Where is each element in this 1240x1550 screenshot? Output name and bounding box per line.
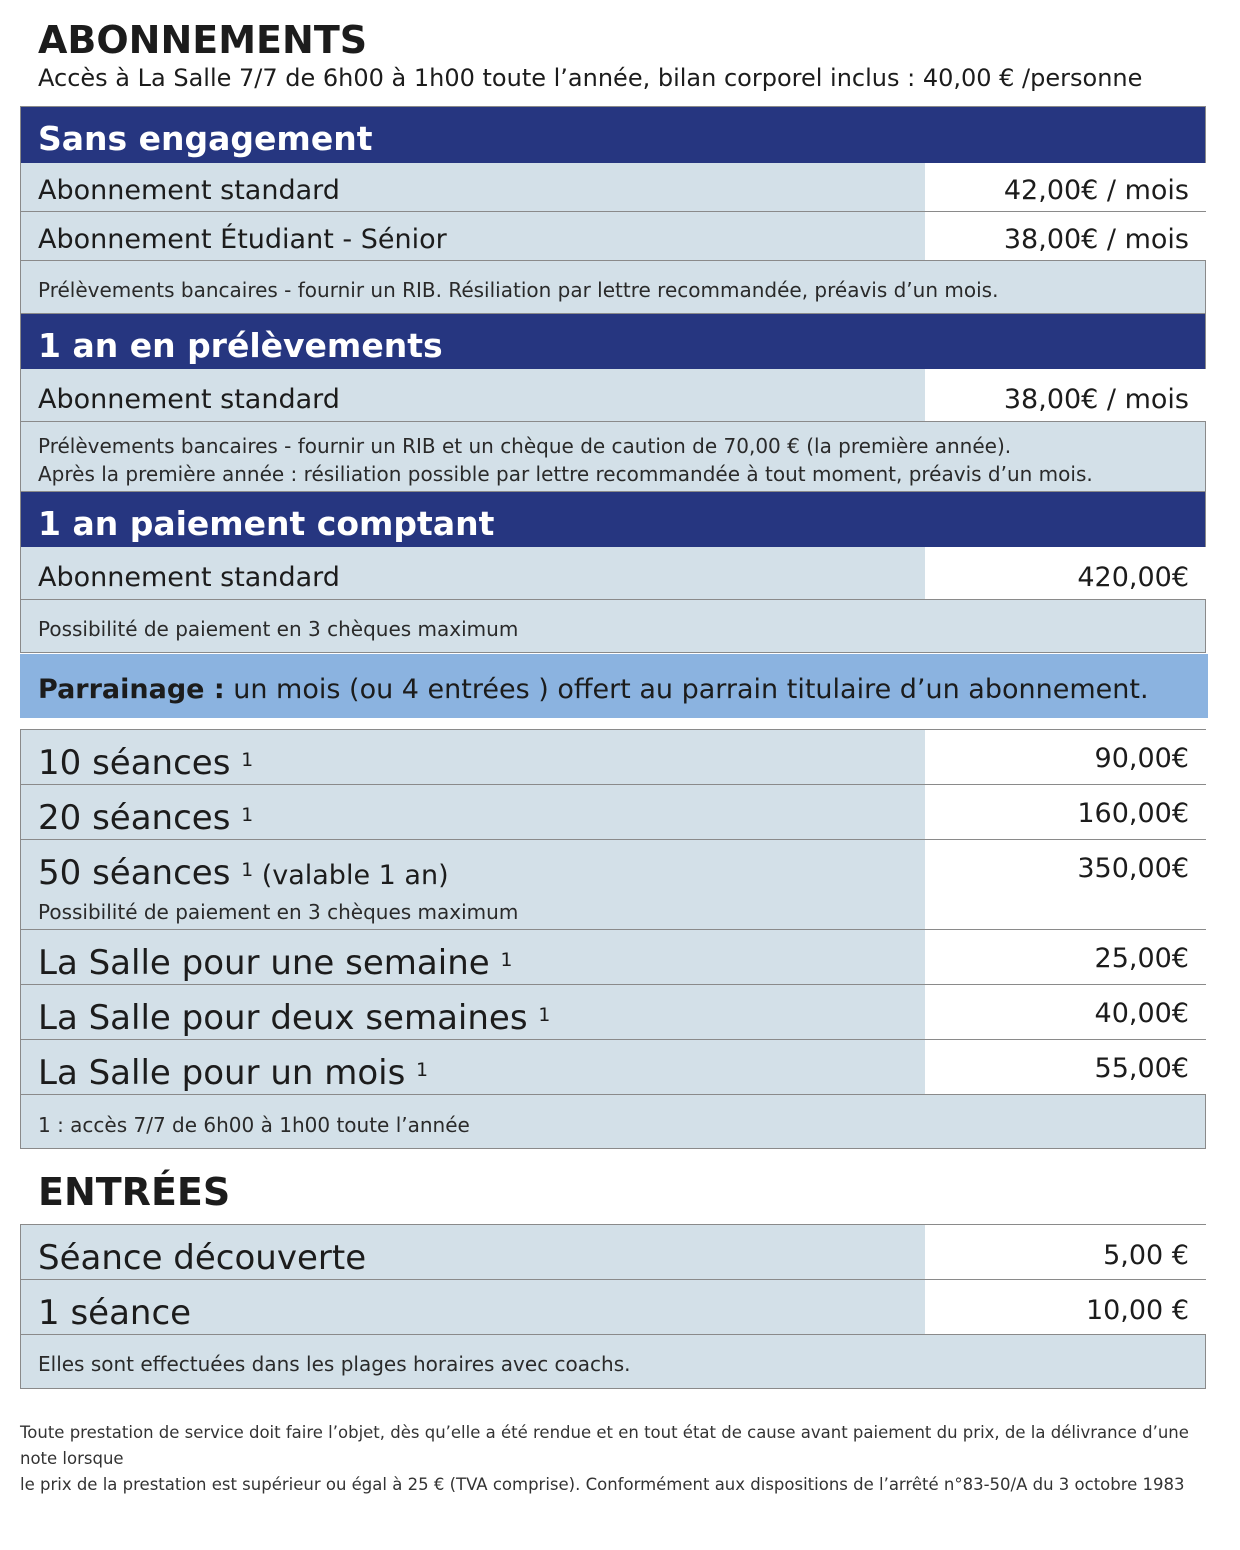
section-header: 1 an en prélèvements [21, 314, 1205, 369]
legal-footer [20, 1420, 1220, 1498]
section-note: Prélèvements bancaires - fournir un RIB et un chèque de caution de 70,00 € (la première année). [38, 434, 1012, 458]
row-label: 10 séances $^1$ [38, 743, 254, 783]
table-row [21, 163, 1205, 211]
row-price: 350,00€ [925, 840, 1206, 929]
row-label: Abonnement standard [38, 384, 340, 415]
table-row [21, 1280, 1205, 1334]
entrees-note: Elles sont effectuées dans les plages horaires avec coachs. [38, 1352, 631, 1376]
parrainage-banner [20, 654, 1208, 718]
footnote-marker: 1 [500, 950, 513, 971]
section-note: Possibilité de paiement en 3 chèques maximum [38, 617, 519, 641]
row-price: 90,00€ [925, 730, 1206, 784]
section-header: 1 an paiement comptant [21, 492, 1205, 547]
footnote-marker: 1 [538, 1005, 551, 1026]
row-label: Abonnement standard [38, 175, 340, 206]
row-price: 40,00€ [925, 985, 1206, 1039]
legal-line: le prix de la prestation est supérieur ou égal à 25 € (TVA comprise). Conformément aux dispositions de l’arrêté n°83-50/A du 3 octobre 1983 [20, 1475, 1185, 1494]
table-row [21, 985, 1205, 1039]
divider [21, 260, 1205, 261]
section-1-an-prelevements [20, 313, 1206, 493]
table-row [21, 1040, 1205, 1094]
row-label-extra: (valable 1 an) [253, 860, 449, 891]
row-label: Abonnement standard [38, 562, 340, 593]
table-row [21, 730, 1205, 784]
entrees-title: ENTRÉES [38, 1170, 231, 1214]
row-label: Séance découverte [38, 1238, 367, 1278]
row-price: 420,00€ [925, 547, 1206, 599]
footnote-marker: 1 [241, 750, 254, 771]
footnote-marker: 1 [416, 1060, 429, 1081]
row-sublabel: Possibilité de paiement en 3 chèques maximum [38, 900, 519, 924]
table-row [21, 840, 1205, 929]
passes-table [20, 729, 1206, 1149]
row-price: 42,00€ / mois [925, 163, 1206, 211]
footnote-marker: 1 [241, 860, 254, 881]
footnote: 1 : accès 7/7 de 6h00 à 1h00 toute l’année [38, 1113, 470, 1137]
divider [21, 421, 1205, 422]
table-row [21, 212, 1205, 260]
parrainage-text: un mois (ou 4 entrées ) offert au parrain titulaire d’un abonnement. [224, 674, 1149, 705]
divider [21, 599, 1205, 600]
row-price: 38,00€ / mois [925, 212, 1206, 260]
table-row [21, 785, 1205, 839]
row-label: La Salle pour un mois $^1$ [38, 1053, 429, 1093]
row-price: 5,00 € [925, 1225, 1206, 1279]
row-price: 38,00€ / mois [925, 369, 1206, 421]
row-label: 50 séances $^1$ (valable 1 an) [38, 853, 449, 893]
page-title: ABONNEMENTS [38, 18, 368, 62]
row-price: 160,00€ [925, 785, 1206, 839]
row-price: 55,00€ [925, 1040, 1206, 1094]
row-label: Abonnement Étudiant - Sénior [38, 224, 447, 255]
parrainage-label: Parrainage : [38, 674, 225, 705]
table-row [21, 369, 1205, 421]
row-label: 1 séance [38, 1293, 192, 1333]
divider [21, 1094, 1205, 1095]
row-label: 20 séances $^1$ [38, 798, 254, 838]
section-sans-engagement [20, 106, 1206, 314]
divider [21, 1334, 1205, 1335]
page-subtitle: Accès à La Salle 7/7 de 6h00 à 1h00 toute l’année, bilan corporel inclus : 40,00 € /personne [38, 64, 1143, 92]
section-note: Après la première année : résiliation possible par lettre recommandée à tout moment, préavis d’un mois. [38, 462, 1093, 486]
row-price: 25,00€ [925, 930, 1206, 984]
table-row [21, 547, 1205, 599]
section-1-an-comptant [20, 491, 1206, 653]
entrees-table [20, 1224, 1206, 1389]
row-price: 10,00 € [925, 1280, 1206, 1334]
table-row [21, 930, 1205, 984]
section-note: Prélèvements bancaires - fournir un RIB. Résiliation par lettre recommandée, préavis d’un mois. [38, 278, 999, 302]
row-label: La Salle pour deux semaines $^1$ [38, 998, 551, 1038]
row-label: La Salle pour une semaine $^1$ [38, 943, 513, 983]
footnote-marker: 1 [241, 805, 254, 826]
legal-line: Toute prestation de service doit faire l’objet, dès qu’elle a été rendue et en tout état de cause avant paiement du prix, de la délivrance d’une note lorsque [20, 1423, 1189, 1468]
section-header: Sans engagement [21, 107, 1205, 163]
table-row [21, 1225, 1205, 1279]
